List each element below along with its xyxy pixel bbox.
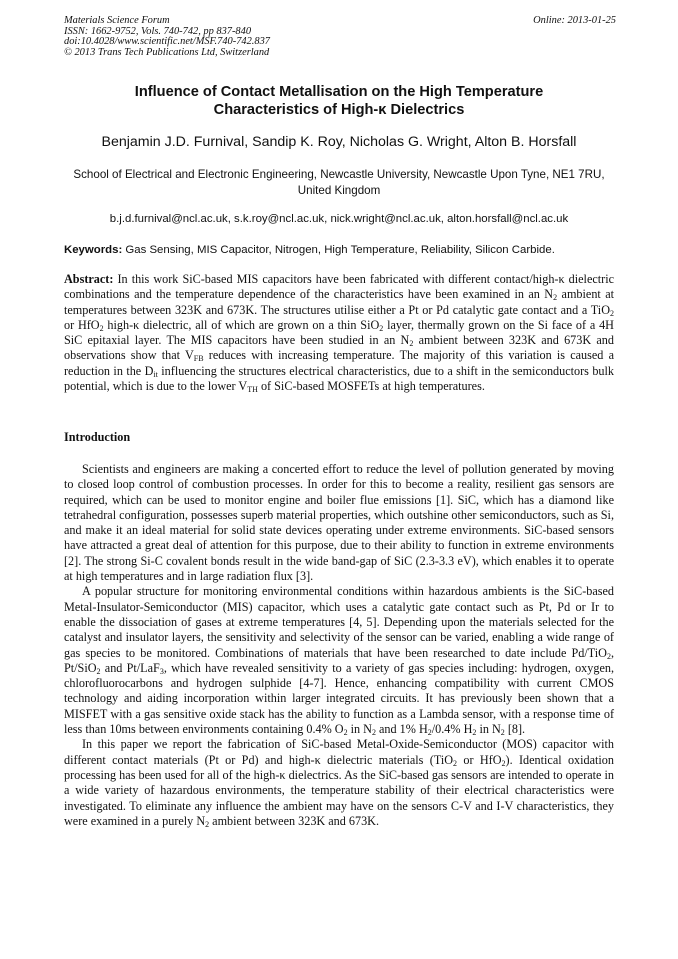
paragraph-text: in N — [347, 722, 372, 737]
paragraph-text: ambient between 323K and 673K. — [209, 813, 380, 828]
copyright-line: © 2013 Trans Tech Publications Ltd, Switzerland — [64, 46, 270, 58]
abstract-text: influencing the structures electrical characteristics, due to a shift in the semiconductors bulk potential, which is due to the lower V — [64, 363, 614, 394]
subscript: 2 — [610, 308, 614, 318]
paragraph-text: , which have revealed sensitivity to a variety of gas species including: hydrogen, oxygen, chlorofluorocarbons and hydrogen sulphide [4-7]. Hence, enhancing compatibility with current CMOS technology and aiding incorporation within larger integrated circuits. It has previously been shown that a MISFET with a gas sensitive oxide stack has the ability to function as a Lambda sensor, with a response time of less than 10ms between environments containing 0.4% O — [64, 660, 614, 737]
abstract-text: In this work SiC-based MIS capacitors have been fabricated with different contact/high-κ dielectric combinations and the temperature dependence of the characteristics have been examined in an N — [64, 272, 615, 302]
abstract-text: ambient at temperatures between 323K and 673K. The structures utilise either a Pt or Pd catalytic gate contact and a TiO — [64, 287, 614, 317]
title-line-1: Influence of Contact Metallisation on the High Temperature — [134, 84, 544, 100]
section-heading-introduction: Introduction — [64, 430, 131, 444]
subscript: 2 — [96, 666, 101, 676]
subscript: 3 — [159, 666, 164, 676]
keywords-label: Keywords: — [64, 244, 123, 256]
abstract-label: Abstract: — [64, 272, 114, 286]
paragraph-text: , Pt/SiO — [64, 645, 614, 675]
intro-paragraph-1: Scientists and engineers are making a concerted effort to reduce the level of pollution generated by moving to closed loop control of combustion processes. In order for this to become a reality, resilient gas sensors are required, which can be used to monitor engine and boiler flue emissions [1]. SiC, which has a diamond like tetrahedral configuration, possesses superb material properties, which outshine other semiconductors, such as Si, and make it an ideal material for solid state devices operating under extreme environments. SiC-based sensors have attracted a great deal of attention for this purpose, due to their ability to function in extreme environments [2]. The strong Si-C covalent bonds result in the wide band-gap of SiC (2.3-3.3 eV), which enables it to operate at high temperatures and in large radiation flux [3]. — [64, 462, 614, 584]
paragraph-text: and 1% H — [375, 722, 428, 737]
subscript: 2 — [606, 651, 611, 661]
affiliation: School of Electrical and Electronic Engineering, Newcastle University, Newcastle Upon Tyne, NE1 7RU, United Kingdom — [73, 168, 605, 197]
subscript: 2 — [99, 323, 104, 333]
subscript: 2 — [472, 728, 477, 738]
journal-header — [64, 16, 616, 58]
paragraph-text: in N — [476, 722, 501, 737]
author-emails: b.j.d.furnival@ncl.ac.uk, s.k.roy@ncl.ac.uk, nick.wright@ncl.ac.uk, alton.horsfall@ncl.ac.uk — [109, 213, 569, 225]
abstract-text: reduces with increasing temperature. The majority of this variation is caused a reduction in the D — [64, 348, 614, 378]
paragraph-text: or HfO — [457, 752, 502, 767]
abstract — [64, 272, 614, 394]
paragraph-text: /0.4% H — [431, 722, 473, 737]
introduction-body — [64, 462, 614, 829]
paragraph-text: and Pt/LaF — [100, 660, 160, 675]
author-list: Benjamin J.D. Furnival, Sandip K. Roy, Nicholas G. Wright, Alton B. Horsfall — [101, 134, 577, 150]
paragraph-text: [8]. — [504, 722, 526, 737]
journal-name: Materials Science Forum — [64, 15, 170, 26]
abstract-text: or HfO — [64, 317, 100, 332]
abstract-text: ambient between 323K and 673K and observations show that V — [64, 333, 614, 363]
paragraph-text: ). Identical oxidation processing has been used for all of the high-κ dielectrics. As the SiC-based gas sensors are intended to operate in a wide variety of hazardous environments, the temperature stability of their electrical characteristics were investigated. To eliminate any influence the ambient may have on the sensors C-V and I-V characteristics, they were examined in a purely N — [64, 752, 614, 828]
paragraph-text: A popular structure for monitoring environmental conditions within hazardous ambients is the SiC-based Metal-Insulator-Semiconductor (MIS) capacitor, which uses a catalytic gate contact such as Pt, Pd or Ir to enable the dissociation of gases at extreme temperatures [4, 5]. Depending upon the materials selected for the catalyst and insulator layers, the sensitivity and selectivity of the sensor can be varied, enabling a wide range of gas species to be monitored. Combinations of materials that have been researched to date include Pd/TiO — [64, 584, 614, 660]
intro-paragraph-3 — [64, 737, 614, 829]
online-date: Online: 2013-01-25 — [533, 15, 616, 26]
subscript: it — [153, 369, 158, 379]
paper-title — [40, 83, 638, 119]
subscript: 2 — [409, 339, 414, 349]
subscript: 2 — [553, 293, 558, 303]
subscript: 2 — [453, 758, 458, 768]
subscript: 2 — [501, 758, 506, 768]
subscript: 2 — [343, 728, 348, 738]
title-line-2: Characteristics of High-κ Dielectrics — [213, 102, 465, 118]
subscript: FB — [193, 354, 204, 364]
issn-line: ISSN: 1662-9752, Vols. 740-742, pp 837-840 — [64, 25, 252, 37]
abstract-text: layer, thermally grown on the Si face of a 4H SiC epitaxial layer. The MIS capacitors have been studied in an N — [64, 317, 614, 348]
keywords-text: Gas Sensing, MIS Capacitor, Nitrogen, High Temperature, Reliability, Silicon Carbide. — [125, 244, 555, 256]
keywords — [64, 243, 624, 257]
abstract-text: of SiC-based MOSFETs at high temperatures. — [257, 379, 485, 394]
subscript: 2 — [379, 323, 384, 333]
paragraph-text: In this paper we report the fabrication of SiC-based Metal-Oxide-Semiconductor (MOS) capacitor with different contact materials (Pt or Pd) and high-κ dielectric materials (TiO — [64, 737, 614, 767]
subscript: 2 — [500, 728, 505, 738]
intro-paragraph-2 — [64, 584, 614, 737]
subscript: 2 — [205, 819, 210, 829]
abstract-text: high-κ dielectric, all of which are grown on a thin SiO — [103, 317, 380, 332]
subscript: TH — [247, 385, 258, 395]
subscript: 2 — [427, 728, 432, 738]
doi-line: doi:10.4028/www.scientific.net/MSF.740-742.837 — [64, 36, 270, 48]
subscript: 2 — [371, 728, 376, 738]
